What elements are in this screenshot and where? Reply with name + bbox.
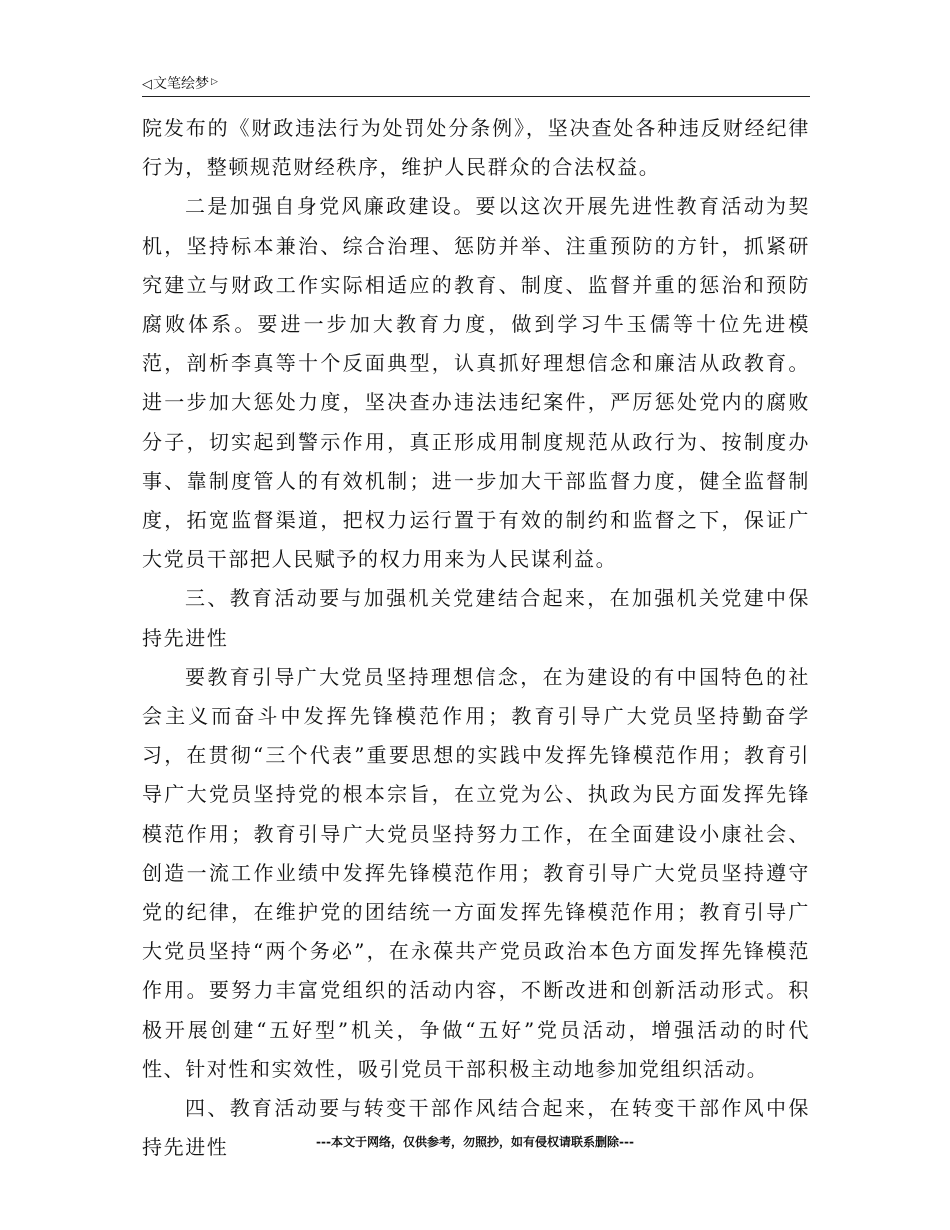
left-triangle-icon: ◁ <box>142 77 152 92</box>
paragraph: 要教育引导广大党员坚持理想信念，在为建设的有中国特色的社会主义而奋斗中发挥先锋模范作用；教育引导广大党员坚持勤奋学习，在贯彻“三个代表”重要思想的实践中发挥先锋模范作用；教育引导广大党员坚持党的根本宗旨，在立党为公、执政为民方面发挥先锋模范作用；教育引导广大党员坚持努力工作，在全面建设小康社会、创造一流工作业绩中发挥先锋模范作用；教育引导广大党员坚持遵守党的纪律，在维护党的团结统一方面发挥先锋模范作用；教育引导广大党员坚持“两个务必”，在永葆共产党员政治本色方面发挥先锋模范作用。要努力丰富党组织的活动内容，不断改进和创新活动形式。积极开展创建“五好型”机关，争做“五好”党员活动，增强活动的时代性、针对性和实效性，吸引党员干部积极主动地参加党组织活动。 <box>142 664 810 1081</box>
paragraph: 二是加强自身党风廉政建设。要以这次开展先进性教育活动为契机，坚持标本兼治、综合治理、惩防并举、注重预防的方针，抓紧研究建立与财政工作实际相适应的教育、制度、监督并重的惩治和预防腐败体系。要进一步加大教育力度，做到学习牛玉儒等十位先进模范，剖析李真等十个反面典型，认真抓好理想信念和廉洁从政教育。进一步加大惩处力度，坚决查办违法违纪案件，严厉惩处党内的腐败分子，切实起到警示作用，真正形成用制度规范从政行为、按制度办事、靠制度管人的有效机制；进一步加大干部监督力度，健全监督制度，拓宽监督渠道，把权力运行置于有效的制约和监督之下，保证广大党员干部把人民赋予的权力用来为人民谋利益。 <box>142 194 810 572</box>
document-body <box>142 109 810 1167</box>
brand-name: 文笔绘梦 <box>153 76 209 92</box>
page-footer: ---本文于网络，仅供参考，勿照抄，如有侵权请联系删除--- <box>316 1135 634 1149</box>
right-triangle-icon: ▷ <box>211 77 218 87</box>
section-heading: 三、教育活动要与加强机关党建结合起来，在加强机关党建中保持先进性 <box>142 586 810 650</box>
section-heading: 四、教育活动要与转变干部作风结合起来，在转变干部作风中保持先进性 <box>142 1096 810 1160</box>
page-header <box>142 72 810 97</box>
paragraph: 院发布的《财政违法行为处罚处分条例》，坚决查处各种违反财经纪律行为，整顿规范财经秩序，维护人民群众的合法权益。 <box>142 116 810 180</box>
header-brand <box>142 72 218 95</box>
